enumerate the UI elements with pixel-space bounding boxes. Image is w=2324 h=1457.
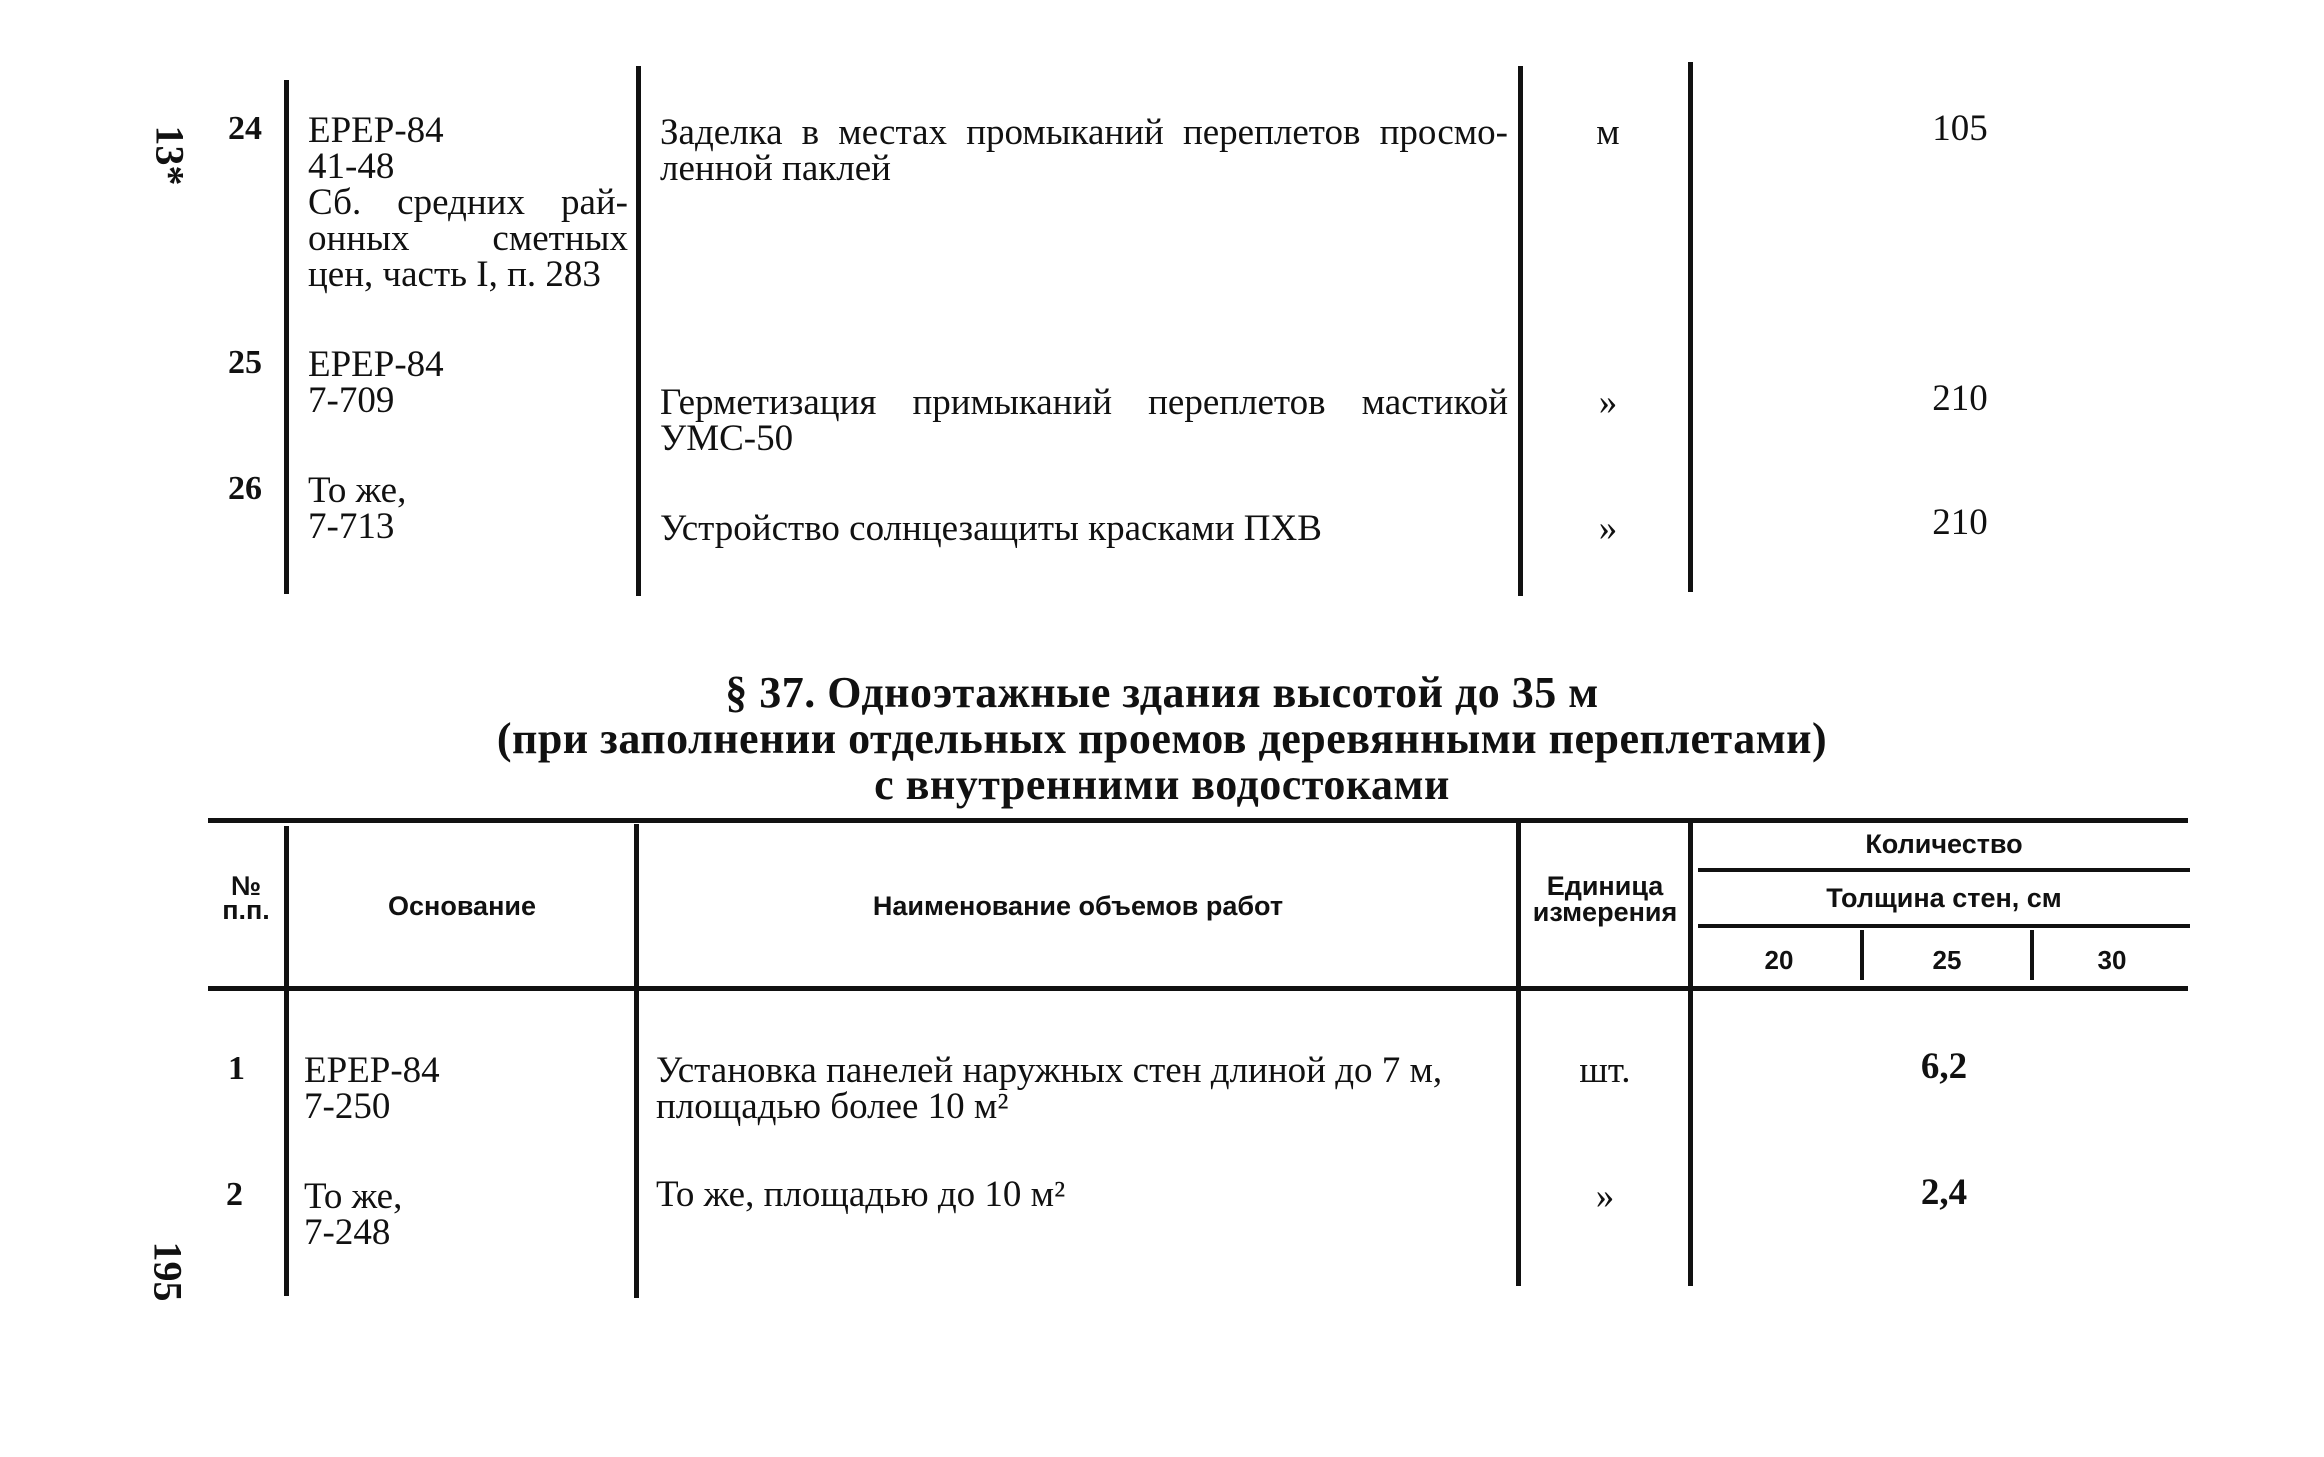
header-work-name: Наименование объемов работ xyxy=(872,891,1284,921)
unit-value: шт. xyxy=(1579,1050,1631,1091)
header-num-line-1: № xyxy=(230,871,262,901)
top-table-rule-basis xyxy=(284,80,289,594)
basis-line: 41-48 xyxy=(308,146,395,187)
header-quantity: Количество xyxy=(1865,829,2023,859)
section-title-line-1: § 37. Одноэтажные здания высотой до 35 м xyxy=(725,668,1599,717)
quantity-value: 2,4 xyxy=(1920,1172,1968,1213)
basis-line: 7-248 xyxy=(304,1212,391,1253)
work-name-line: Заделка в местах промыканий переплетов просмо- xyxy=(660,112,1508,153)
basis-line: Сб. средних рай- xyxy=(308,182,628,223)
main-rule-unit xyxy=(1516,822,1521,1286)
row-number: 26 xyxy=(228,470,262,507)
side-mark: 13* xyxy=(147,125,193,186)
work-name-line: площадью более 10 м² xyxy=(656,1086,1009,1127)
work-name-line: УМС-50 xyxy=(660,418,794,459)
work-name-line: Герметизация примыканий переплетов мастикой xyxy=(660,382,1508,423)
basis-line: ЕРЕР-84 xyxy=(304,1050,440,1091)
work-name-line: Устройство солнцезащиты красками ПХВ xyxy=(660,508,1322,549)
work-name-line: То же, площадью до 10 м² xyxy=(656,1174,1066,1215)
basis-line: То же, xyxy=(308,470,407,511)
unit-value: » xyxy=(1595,1176,1615,1217)
header-unit-line-1: Единица xyxy=(1546,871,1664,901)
top-table-rule-qty xyxy=(1688,62,1693,592)
header-unit-line-2: измерения xyxy=(1532,897,1678,927)
unit-value: » xyxy=(1598,382,1618,423)
header-bottom-rule xyxy=(208,986,2188,991)
quantity-value: 105 xyxy=(1932,108,1988,149)
header-wall-thickness: Толщина стен, см xyxy=(1826,883,2062,913)
work-name-line: Установка панелей наружных стен длиной до 7 м, xyxy=(656,1050,1443,1091)
header-num-line-2: п.п. xyxy=(222,895,270,925)
basis-line: 7-250 xyxy=(304,1086,391,1127)
main-rule-basis xyxy=(284,826,289,1296)
basis-line: ЕРЕР-84 xyxy=(308,110,444,151)
basis-line: 7-713 xyxy=(308,506,395,547)
row-number: 24 xyxy=(228,110,262,147)
top-table-rule-unit xyxy=(1518,66,1523,596)
work-name-line: ленной паклей xyxy=(660,148,891,189)
quantity-value: 210 xyxy=(1932,378,1988,419)
main-rule-name xyxy=(634,824,639,1298)
row-number: 2 xyxy=(226,1176,243,1213)
row-number: 25 xyxy=(228,344,262,381)
header-col-30: 30 xyxy=(2097,945,2127,975)
basis-line: 7-709 xyxy=(308,380,395,421)
unit-value: » xyxy=(1598,508,1618,549)
quantity-value: 6,2 xyxy=(1920,1046,1968,1087)
basis-line: То же, xyxy=(304,1176,403,1217)
main-rule-qty xyxy=(1688,822,1693,1286)
main-table-top-rule xyxy=(208,818,2188,823)
header-col-20: 20 xyxy=(1764,945,1794,975)
section-title-line-2: (при заполнении отдельных проемов деревянными переплетами) xyxy=(496,714,1828,763)
page-number: 195 xyxy=(145,1241,191,1302)
basis-line: онных сметных xyxy=(308,218,628,259)
header-basis: Основание xyxy=(388,891,536,921)
thickness-header-rule xyxy=(1698,924,2190,928)
top-table-rule-name xyxy=(636,66,641,596)
quantity-value: 210 xyxy=(1932,502,1988,543)
basis-line: ЕРЕР-84 xyxy=(308,344,444,385)
basis-line: цен, часть I, п. 283 xyxy=(308,254,601,295)
section-title-line-3: с внутренними водостоками xyxy=(874,760,1450,809)
header-col-25: 25 xyxy=(1932,945,1962,975)
qty-header-rule xyxy=(1698,868,2190,872)
unit-value: м xyxy=(1596,112,1620,153)
row-number: 1 xyxy=(228,1050,245,1087)
